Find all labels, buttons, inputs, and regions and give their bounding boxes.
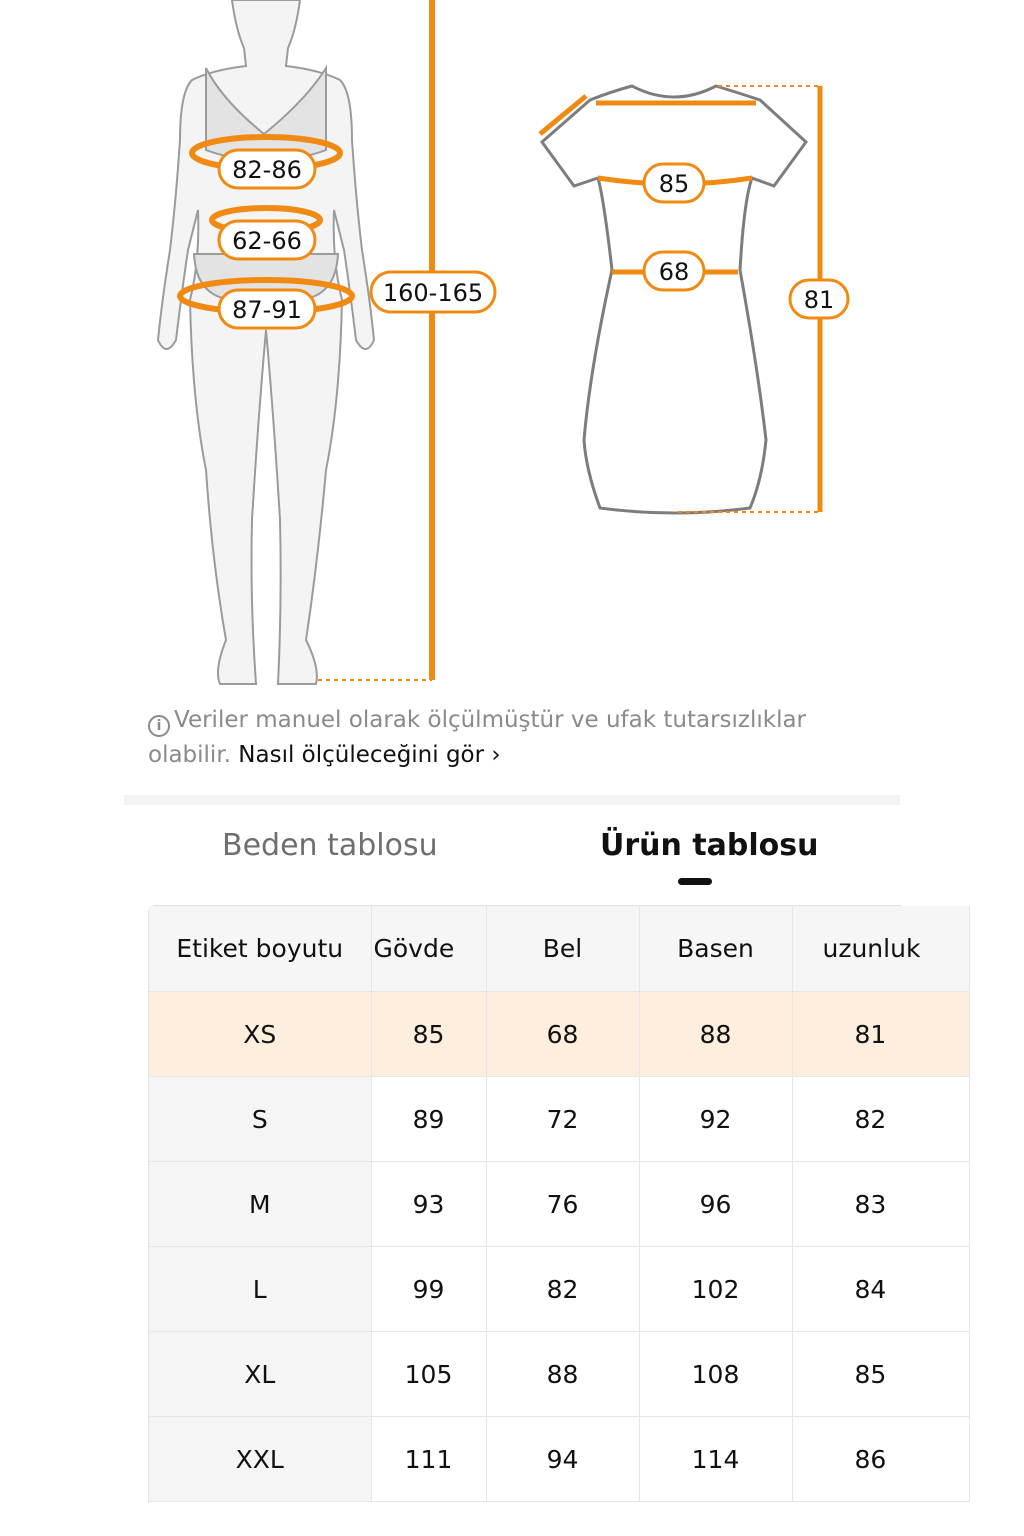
svg-text:160-165: 160-165	[382, 279, 484, 307]
table-cell: 76	[486, 1162, 639, 1247]
table-cell: 92	[639, 1077, 792, 1162]
table-cell: 82	[486, 1247, 639, 1332]
table-cell: 99	[371, 1247, 486, 1332]
dress-waist-tag	[644, 252, 704, 290]
measurement-note	[148, 703, 848, 773]
size-label: S	[149, 1077, 371, 1162]
table-cell: 108	[639, 1332, 792, 1417]
info-icon: i	[148, 715, 170, 737]
table-cell: 88	[486, 1332, 639, 1417]
size-table[interactable]	[148, 905, 921, 1503]
table-cell: 96	[639, 1162, 792, 1247]
tab-size-chart[interactable]: Beden tablosu	[222, 828, 438, 863]
table-cell: 84	[792, 1247, 969, 1332]
dress-length-tag	[790, 280, 848, 318]
table-cell: 114	[639, 1417, 792, 1502]
column-header: Basen	[639, 906, 792, 992]
table-cell: 89	[371, 1077, 486, 1162]
note-text: Veriler manuel olarak ölçülmüştür ve ufak tutarsızlıklar olabilir.	[148, 707, 807, 768]
table-header-row	[149, 906, 969, 992]
table-cell: 68	[486, 992, 639, 1077]
table-cell: 93	[371, 1162, 486, 1247]
how-to-measure-link[interactable]	[238, 742, 500, 768]
table-cell: 102	[639, 1247, 792, 1332]
dress-icon	[542, 86, 806, 513]
table-cell: 85	[792, 1332, 969, 1417]
table-cell: 81	[792, 992, 969, 1077]
body-hip-tag	[219, 290, 315, 328]
table-row	[149, 1332, 969, 1417]
chevron-right-icon: ›	[491, 742, 501, 768]
table-row	[149, 1417, 969, 1502]
size-label: XXL	[149, 1417, 371, 1502]
table-cell: 111	[371, 1417, 486, 1502]
svg-text:81: 81	[803, 286, 835, 314]
body-silhouette-icon	[158, 0, 374, 684]
svg-text:85: 85	[658, 170, 690, 198]
measurement-illustration	[0, 0, 1024, 700]
active-tab-indicator	[678, 878, 712, 885]
svg-text:62-66: 62-66	[232, 227, 302, 255]
dress-bust-tag	[644, 164, 704, 202]
column-header: Etiket boyutu	[149, 906, 371, 992]
column-header: Bel	[486, 906, 639, 992]
table-row	[149, 1077, 969, 1162]
table-cell: 105	[371, 1332, 486, 1417]
table-cell: 94	[486, 1417, 639, 1502]
table-row	[149, 1162, 969, 1247]
section-divider	[124, 795, 900, 805]
table-cell: 72	[486, 1077, 639, 1162]
body-waist-tag	[219, 221, 315, 259]
table-cell: 82	[792, 1077, 969, 1162]
table-cell: 86	[792, 1417, 969, 1502]
table-cell: 83	[792, 1162, 969, 1247]
body-height-tag	[371, 272, 495, 312]
size-label: XS	[149, 992, 371, 1077]
size-label: M	[149, 1162, 371, 1247]
table-row	[149, 992, 969, 1077]
body-bust-tag	[219, 150, 315, 188]
svg-text:68: 68	[658, 258, 690, 286]
size-label: L	[149, 1247, 371, 1332]
size-label: XL	[149, 1332, 371, 1417]
column-header: Gövde	[371, 906, 486, 992]
how-to-measure-link-label[interactable]: Nasıl ölçüleceğini gör	[238, 742, 485, 768]
column-header: uzunluk	[792, 906, 969, 992]
table-row	[149, 1247, 969, 1332]
tab-product-chart[interactable]: Ürün tablosu	[600, 828, 819, 863]
measurement-figure	[0, 0, 1024, 700]
svg-text:82-86: 82-86	[232, 156, 302, 184]
table-cell: 88	[639, 992, 792, 1077]
svg-text:87-91: 87-91	[232, 296, 302, 324]
table-cell: 85	[371, 992, 486, 1077]
